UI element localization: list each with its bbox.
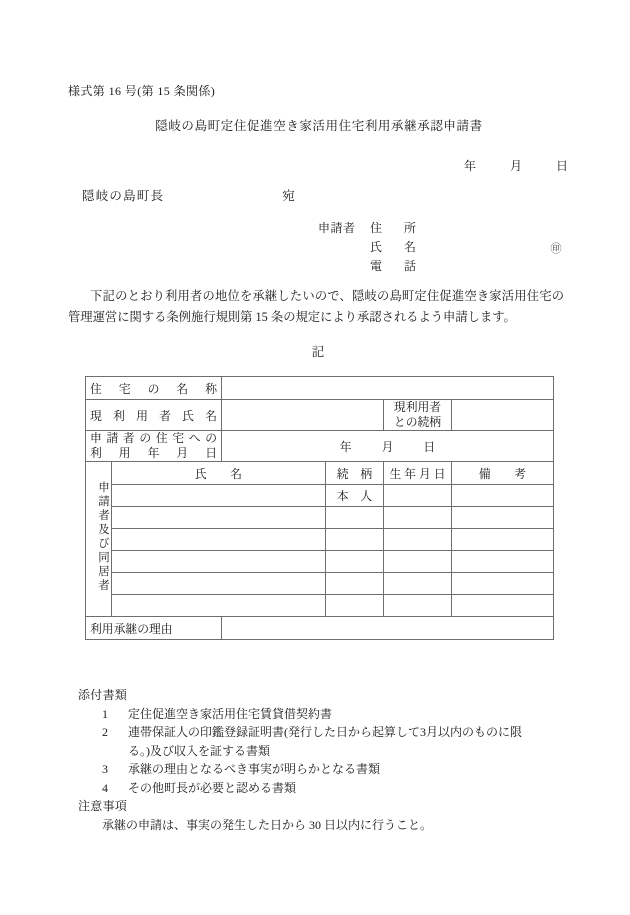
attachment-text: その他町長が必要と認める書類 bbox=[128, 780, 297, 795]
member-relation-cell[interactable]: 本 人 bbox=[326, 485, 384, 507]
member-remarks-cell[interactable] bbox=[452, 573, 554, 595]
members-header-birth: 生 年 月 日 bbox=[384, 462, 452, 485]
applicant-address-label bbox=[370, 219, 416, 236]
table-row-housing-name bbox=[86, 377, 554, 400]
attachment-item-3 bbox=[78, 760, 570, 779]
attachment-number: 2 bbox=[102, 725, 108, 739]
reason-value-cell[interactable] bbox=[222, 617, 554, 640]
use-date-value-cell[interactable] bbox=[222, 431, 554, 462]
relation-value-cell[interactable] bbox=[452, 400, 554, 431]
applicant-phone-label-a: 電 bbox=[370, 259, 383, 273]
applicant-name-label bbox=[370, 238, 416, 255]
addressee-suffix: 宛 bbox=[282, 189, 295, 203]
attachment-item-4 bbox=[78, 779, 570, 798]
use-date-label-line2: 利用年月日 bbox=[90, 446, 217, 460]
caution-heading: 注意事項 bbox=[78, 799, 128, 813]
table-row-member-1 bbox=[86, 485, 554, 507]
member-name-cell[interactable] bbox=[112, 573, 326, 595]
relation-label-cell bbox=[384, 400, 452, 431]
member-birth-cell[interactable] bbox=[384, 595, 452, 617]
member-relation-cell[interactable] bbox=[326, 507, 384, 529]
date-month-label: 月 bbox=[509, 159, 522, 173]
member-remarks-cell[interactable] bbox=[452, 485, 554, 507]
date-year-label: 年 bbox=[463, 159, 476, 173]
member-relation-cell[interactable] bbox=[326, 551, 384, 573]
member-name-cell[interactable] bbox=[112, 485, 326, 507]
applicant-name-label-b: 名 bbox=[403, 240, 416, 254]
member-name-cell[interactable] bbox=[112, 529, 326, 551]
page-title: 隠岐の島町定住促進空き家活用住宅利用承継承認申請書 bbox=[155, 119, 483, 133]
member-name-cell[interactable] bbox=[112, 551, 326, 573]
addressee-name: 隠岐の島町長 bbox=[82, 189, 165, 203]
applicant-phone-label-b: 話 bbox=[403, 259, 416, 273]
housing-name-value-cell[interactable] bbox=[222, 377, 554, 400]
applicant-address-label-a: 住 bbox=[370, 221, 383, 235]
member-relation-cell[interactable] bbox=[326, 529, 384, 551]
ki-mark: 記 bbox=[311, 345, 325, 359]
members-header-name: 氏 名 bbox=[112, 462, 326, 485]
table-row-member-4 bbox=[86, 551, 554, 573]
member-remarks-cell[interactable] bbox=[452, 507, 554, 529]
attachment-item-1 bbox=[78, 705, 570, 724]
member-birth-cell[interactable] bbox=[384, 485, 452, 507]
relation-label-line1: 現利用者 bbox=[393, 400, 442, 414]
attachment-text: 連帯保証人の印鑑登録証明書(発行した日から起算して3月以内のものに限 bbox=[128, 725, 522, 739]
application-table bbox=[85, 376, 554, 640]
reason-label-cell bbox=[86, 617, 222, 640]
attachment-number: 4 bbox=[102, 780, 108, 795]
seal-stamp-icon: ㊞ bbox=[550, 243, 562, 255]
member-birth-cell[interactable] bbox=[384, 551, 452, 573]
applicant-address-row bbox=[318, 219, 562, 238]
notes-section bbox=[78, 686, 570, 834]
date-day-label: 日 bbox=[555, 159, 568, 173]
applicant-phone-row bbox=[318, 257, 562, 276]
current-user-label-cell bbox=[86, 400, 222, 431]
member-birth-cell[interactable] bbox=[384, 573, 452, 595]
members-header-remarks: 備 考 bbox=[452, 462, 554, 485]
members-vertical-label-cell bbox=[86, 462, 112, 617]
current-user-value-cell[interactable] bbox=[222, 400, 384, 431]
applicant-name-label-a: 氏 bbox=[370, 240, 383, 254]
table-row-use-date bbox=[86, 431, 554, 462]
use-date-day-label: 日 bbox=[423, 439, 436, 454]
attachment-number: 1 bbox=[102, 706, 108, 721]
use-date-label-line1: 申請者の住宅への bbox=[90, 431, 217, 445]
addressee bbox=[82, 186, 295, 204]
member-name-cell[interactable] bbox=[112, 507, 326, 529]
use-date-month-label: 月 bbox=[381, 439, 394, 454]
housing-name-label-cell bbox=[86, 377, 222, 400]
member-relation-cell[interactable] bbox=[326, 595, 384, 617]
table-row-member-2 bbox=[86, 507, 554, 529]
applicant-block bbox=[318, 219, 562, 276]
housing-name-label: 住宅の名称 bbox=[90, 381, 217, 396]
applicant-tag: 申請者 bbox=[318, 221, 356, 235]
member-remarks-cell[interactable] bbox=[452, 551, 554, 573]
member-remarks-cell[interactable] bbox=[452, 595, 554, 617]
attachment-item-2 bbox=[78, 723, 570, 742]
member-remarks-cell[interactable] bbox=[452, 529, 554, 551]
table-row-member-5 bbox=[86, 573, 554, 595]
members-header-relation: 続 柄 bbox=[326, 462, 384, 485]
table-row-current-user bbox=[86, 400, 554, 431]
attachment-item-2-continuation: る。)及び収入を証する書類 bbox=[128, 743, 270, 758]
request-paragraph-text: 下記のとおり利用者の地位を承継したいので、隠岐の島町定住促進空き家活用住宅の管理運営に関する条例施行規則第 15 条の規定により承認されるよう申請します。 bbox=[68, 289, 564, 324]
reason-label: 利用承継の理由 bbox=[90, 621, 173, 636]
applicant-address-label-b: 所 bbox=[403, 221, 416, 235]
table-row-reason bbox=[86, 617, 554, 640]
attachment-number: 3 bbox=[102, 762, 108, 776]
use-date-label-cell bbox=[86, 431, 222, 462]
table-row-members-header bbox=[86, 462, 554, 485]
request-paragraph bbox=[68, 286, 564, 328]
member-birth-cell[interactable] bbox=[384, 529, 452, 551]
attachments-heading: 添付書類 bbox=[78, 688, 128, 702]
table-row-member-6 bbox=[86, 595, 554, 617]
member-name-cell[interactable] bbox=[112, 595, 326, 617]
attachment-text: 定住促進空き家活用住宅賃貸借契約書 bbox=[128, 706, 333, 721]
member-relation-cell[interactable] bbox=[326, 573, 384, 595]
applicant-name-row bbox=[318, 238, 562, 257]
attachment-text: 承継の理由となるべき事実が明らかとなる書類 bbox=[128, 762, 381, 776]
current-user-label: 現利用者氏名 bbox=[90, 408, 217, 423]
caution-text: 承継の申請は、事実の発生した日から 30 日以内に行うこと。 bbox=[102, 817, 433, 832]
applicant-phone-label bbox=[370, 257, 416, 274]
members-vertical-label: 申請者及び同居者 bbox=[97, 481, 109, 593]
use-date-year-label: 年 bbox=[339, 439, 352, 454]
member-birth-cell[interactable] bbox=[384, 507, 452, 529]
submission-date-line bbox=[0, 157, 630, 174]
form-number: 様式第 16 号(第 15 条関係) bbox=[68, 84, 216, 98]
relation-label-line2: との続柄 bbox=[393, 415, 442, 429]
table-row-member-3 bbox=[86, 529, 554, 551]
